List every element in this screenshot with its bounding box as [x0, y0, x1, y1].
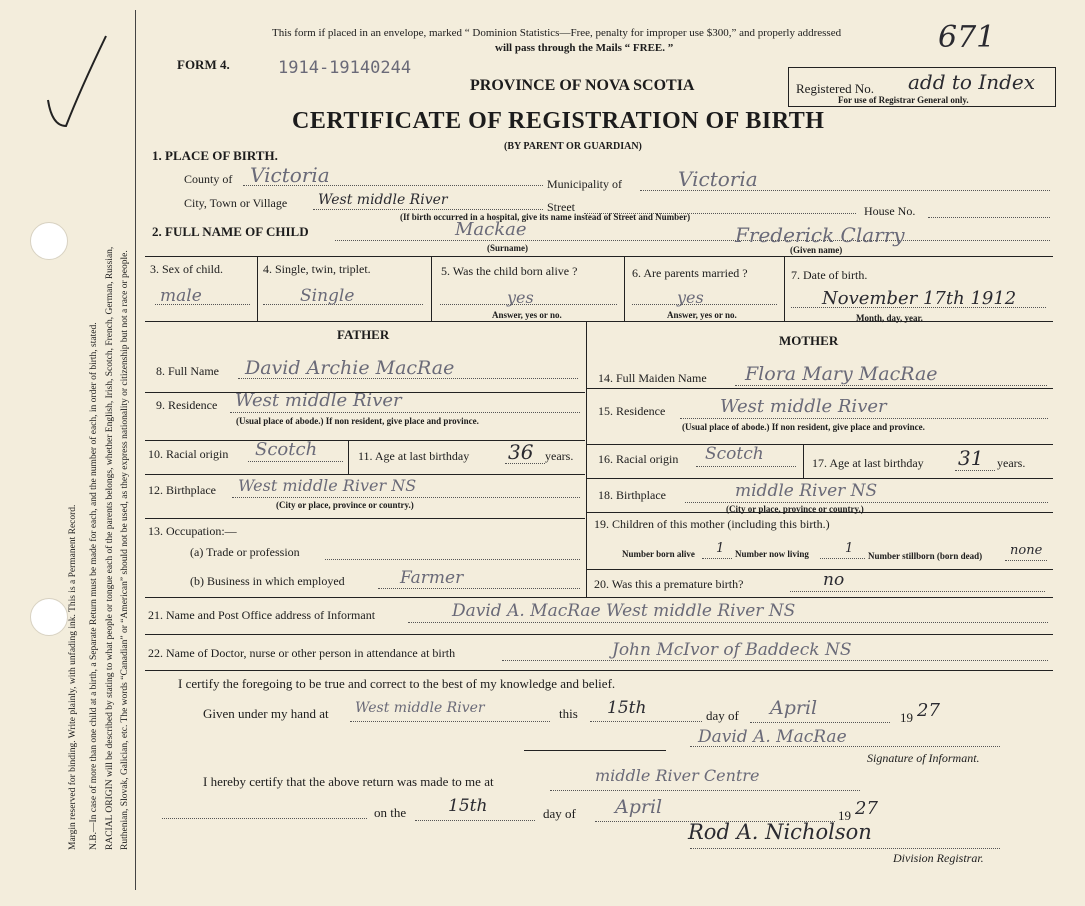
province-name: PROVINCE OF NOVA SCOTIA [470, 77, 695, 94]
father-residence-value: West middle River [235, 390, 402, 411]
married-caption: Answer, yes or no. [667, 310, 737, 320]
county-label: County of [184, 172, 233, 186]
mother-residence-caption: (Usual place of abode.) If non resident, give place and province. [682, 422, 925, 432]
premature-value: no [823, 570, 845, 590]
sex-value: male [160, 286, 202, 306]
mother-name-label: 14. Full Maiden Name [598, 371, 707, 385]
dob-value: November 17th 1912 [822, 288, 1017, 309]
margin-rule [135, 10, 136, 890]
certify-text: I certify the foregoing to be true and correct to the best of my knowledge and belief. [178, 676, 616, 691]
born-alive-count-label: Number born alive [622, 549, 695, 559]
grid-line-1 [145, 256, 1053, 257]
reg-year-value: 27 [855, 798, 878, 819]
mother-birthplace-value: middle River NS [735, 481, 878, 501]
handwritten-number: 671 [938, 20, 996, 55]
father-years: years. [545, 449, 574, 463]
mother-age-label: 17. Age at last birthday [812, 456, 924, 470]
margin-note-3: RACIAL ORIGIN will be described by stating to what people or tongue each of the parents belongs, whether English, Irish, Scotch, French, German, Russian, [105, 246, 115, 850]
given-year-prefix: 19 [900, 710, 913, 725]
reg-month-value: April [615, 796, 663, 818]
envelope-notice-1: This form if placed in an envelope, marked “ Dominion Statistics—Free, penalty for improper use $300,” and properly addressed [272, 27, 842, 39]
married-value: yes [677, 288, 704, 307]
day-of-label: day of [706, 708, 739, 723]
given-day-value: 15th [607, 698, 647, 718]
mother-racial-value: Scotch [705, 444, 764, 464]
child-given-value: Frederick Clarry [735, 223, 905, 247]
business-label: (b) Business in which employed [190, 574, 345, 588]
binding-hole-top [30, 222, 68, 260]
municipality-value: Victoria [678, 167, 758, 191]
hospital-note: (If birth occurred in a hospital, give its name instead of Street and Number) [400, 212, 691, 222]
grid-line-3 [145, 597, 1053, 598]
certificate-title: CERTIFICATE OF REGISTRATION OF BIRTH [292, 108, 825, 134]
given-label: Given under my hand at [203, 706, 329, 721]
father-residence-caption: (Usual place of abode.) If non resident, give place and province. [236, 416, 479, 426]
county-value: Victoria [250, 163, 330, 187]
mother-years: years. [997, 456, 1026, 470]
binding-hole-bottom [30, 598, 68, 636]
envelope-notice-2: will pass through the Mails “ FREE. ” [495, 42, 674, 54]
informant-label: 21. Name and Post Office address of Informant [148, 608, 376, 622]
father-residence-label: 9. Residence [156, 398, 218, 412]
sex-label: 3. Sex of child. [150, 262, 223, 276]
premature-label: 20. Was this a premature birth? [594, 577, 744, 591]
father-birthplace-caption: (City or place, province or country.) [276, 500, 414, 510]
house-number-label: House No. [864, 204, 916, 218]
signature-caption: Signature of Informant. [867, 751, 980, 765]
father-name-value: David Archie MacRae [245, 357, 455, 379]
reg-day-of-label: day of [543, 806, 576, 821]
father-name-label: 8. Full Name [156, 364, 219, 378]
business-value: Farmer [400, 568, 464, 588]
mother-heading: MOTHER [779, 333, 839, 348]
dob-label: 7. Date of birth. [791, 268, 868, 282]
registrar-text: I hereby certify that the above return was made to me at [203, 774, 494, 789]
margin-note-4: Ruthenian, Slovak, Galician, etc. The words “Canadian” or “American” should not be used, as they express nationality or citizenship but not a race or people. [120, 250, 130, 850]
surname-caption: (Surname) [487, 243, 528, 253]
street-label: Street [547, 200, 575, 214]
reg-day-value: 15th [448, 796, 488, 816]
child-name-label: 2. FULL NAME OF CHILD [152, 224, 309, 239]
occupation-label: 13. Occupation:— [148, 524, 237, 538]
married-label: 6. Are parents married ? [632, 266, 748, 280]
given-caption: (Given name) [790, 245, 843, 255]
form-number: FORM 4. [177, 57, 230, 72]
stillborn-count-value: none [1010, 543, 1043, 558]
dob-caption: Month, day, year. [856, 313, 923, 323]
given-place-value: West middle River [355, 700, 485, 716]
born-alive-label: 5. Was the child born alive ? [441, 264, 578, 278]
father-age-label: 11. Age at last birthday [358, 449, 470, 463]
doctor-value: John McIvor of Baddeck NS [612, 640, 852, 660]
born-alive-count-value: 1 [716, 541, 725, 556]
single-label: 4. Single, twin, triplet. [263, 262, 371, 276]
registered-label: Registered No. [796, 81, 874, 96]
signature-line-left [524, 750, 666, 751]
reg-year-prefix: 19 [838, 808, 851, 823]
living-count-value: 1 [845, 541, 854, 556]
city-label: City, Town or Village [184, 196, 288, 210]
born-alive-value: yes [507, 288, 534, 307]
stillborn-count-label: Number stillborn (born dead) [868, 551, 983, 561]
children-label: 19. Children of this mother (including this birth.) [594, 517, 830, 531]
registrar-signature: Rod A. Nicholson [688, 820, 872, 844]
registrar-place-value: middle River Centre [595, 766, 760, 785]
registrar-use-note: For use of Registrar General only. [838, 95, 969, 105]
living-count-label: Number now living [735, 549, 809, 559]
father-racial-label: 10. Racial origin [148, 447, 229, 461]
mother-birthplace-caption: (City or place, province or country.) [726, 504, 864, 514]
single-value: Single [300, 286, 355, 306]
trade-label: (a) Trade or profession [190, 545, 300, 559]
parents-divider [586, 321, 587, 597]
mother-birthplace-label: 18. Birthplace [598, 488, 666, 502]
mother-residence-label: 15. Residence [598, 404, 666, 418]
father-birthplace-label: 12. Birthplace [148, 483, 216, 497]
father-birthplace-value: West middle River NS [238, 476, 417, 495]
born-alive-caption: Answer, yes or no. [492, 310, 562, 320]
informant-value: David A. MacRae West middle River NS [452, 601, 796, 621]
margin-note-2: N.B.—In case of more than one child at a birth, a Separate Return must be made for each, and the number of each, in order of birth, stated. [89, 322, 99, 850]
registered-value: add to Index [908, 70, 1036, 94]
margin-note-1: Margin reserved for binding. Write plainly, with unfading ink. This is a Permanent Record. [68, 504, 78, 850]
place-of-birth-label: 1. PLACE OF BIRTH. [152, 148, 278, 163]
father-age-value: 36 [508, 440, 534, 464]
given-month-value: April [770, 697, 818, 719]
informant-signature: David A. MacRae [698, 727, 847, 747]
given-year-value: 27 [917, 700, 940, 721]
city-value: West middle River [318, 192, 448, 208]
mother-age-value: 31 [958, 446, 984, 470]
certificate-subtitle: (BY PARENT OR GUARDIAN) [504, 141, 642, 152]
registrar-caption: Division Registrar. [893, 851, 984, 865]
father-heading: FATHER [337, 327, 390, 342]
mother-residence-value: West middle River [720, 396, 887, 417]
on-the-label: on the [374, 805, 407, 820]
mother-name-value: Flora Mary MacRae [745, 363, 938, 385]
this-label: this [559, 706, 578, 721]
municipality-label: Municipality of [547, 177, 622, 191]
child-surname-value: Mackae [455, 219, 527, 240]
mother-racial-label: 16. Racial origin [598, 452, 679, 466]
doctor-label: 22. Name of Doctor, nurse or other person in attendance at birth [148, 646, 456, 660]
check-mark-icon [40, 30, 110, 130]
file-number: 1914-19140244 [278, 58, 412, 78]
father-racial-value: Scotch [255, 439, 318, 460]
